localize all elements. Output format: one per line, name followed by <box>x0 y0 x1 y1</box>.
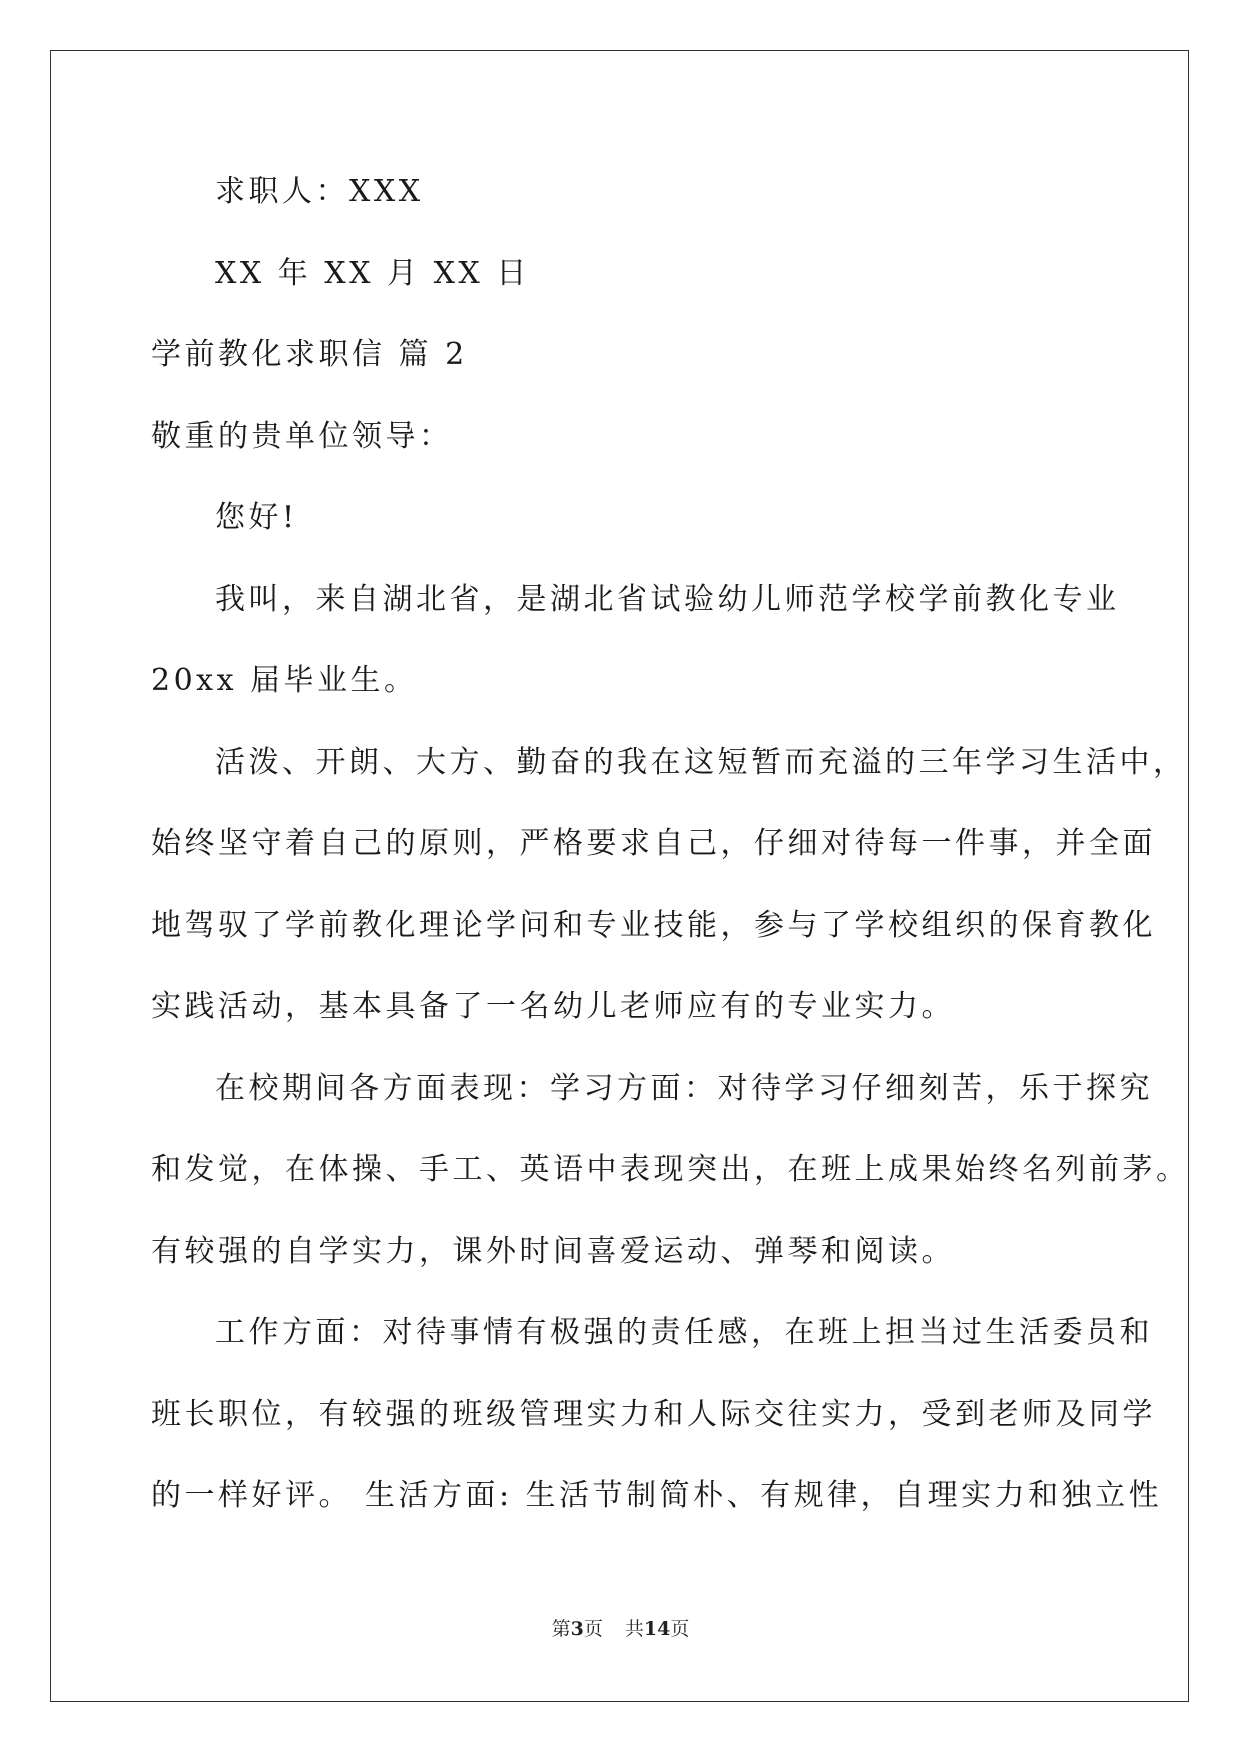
total-prefix: 共 <box>624 1618 644 1640</box>
total-suffix: 页 <box>670 1618 690 1640</box>
page-prefix: 第 <box>551 1618 571 1640</box>
greeting: 您好! <box>215 500 298 535</box>
paragraph-line: 在校期间各方面表现：学习方面：对待学习仔细刻苦，乐于探究 <box>215 1071 1153 1106</box>
paragraph-line: 有较强的自学实力，课外时间喜爱运动、弹琴和阅读。 <box>151 1234 955 1269</box>
paragraph-line: 工作方面：对待事情有极强的责任感，在班上担当过生活委员和 <box>215 1315 1153 1350</box>
signature-line: 求职人：XXX <box>215 174 424 209</box>
page-suffix: 页 <box>583 1618 603 1640</box>
paragraph-line: 班长职位，有较强的班级管理实力和人际交往实力，受到老师及同学 <box>151 1397 1156 1432</box>
salutation: 敬重的贵单位领导： <box>151 419 453 454</box>
paragraph-line: 20xx 届毕业生。 <box>151 663 418 698</box>
paragraph-line: 的一样好评。 生活方面: 生活节制简朴、有规律，自理实力和独立性 <box>151 1478 1163 1513</box>
paragraph-line: 地驾驭了学前教化理论学问和专业技能，参与了学校组织的保育教化 <box>151 908 1156 943</box>
paragraph-line: 实践活动，基本具备了一名幼儿老师应有的专业实力。 <box>151 989 955 1024</box>
paragraph-line: 活泼、开朗、大方、勤奋的我在这短暂而充溢的三年学习生活中， <box>215 745 1187 780</box>
date-line: XX 年 XX 月 XX 日 <box>215 256 530 291</box>
page-number: 3 <box>570 1618 584 1640</box>
page-footer <box>0 1617 1241 1641</box>
page-frame <box>50 50 1189 1702</box>
total-pages: 14 <box>643 1618 671 1640</box>
section-heading: 学前教化求职信 篇 2 <box>151 337 468 372</box>
paragraph-line: 我叫，来自湖北省，是湖北省试验幼儿师范学校学前教化专业 <box>215 582 1120 617</box>
paragraph-line: 和发觉，在体操、手工、英语中表现突出，在班上成果始终名列前茅。 <box>151 1152 1190 1187</box>
paragraph-line: 始终坚守着自己的原则，严格要求自己，仔细对待每一件事，并全面 <box>151 826 1156 861</box>
